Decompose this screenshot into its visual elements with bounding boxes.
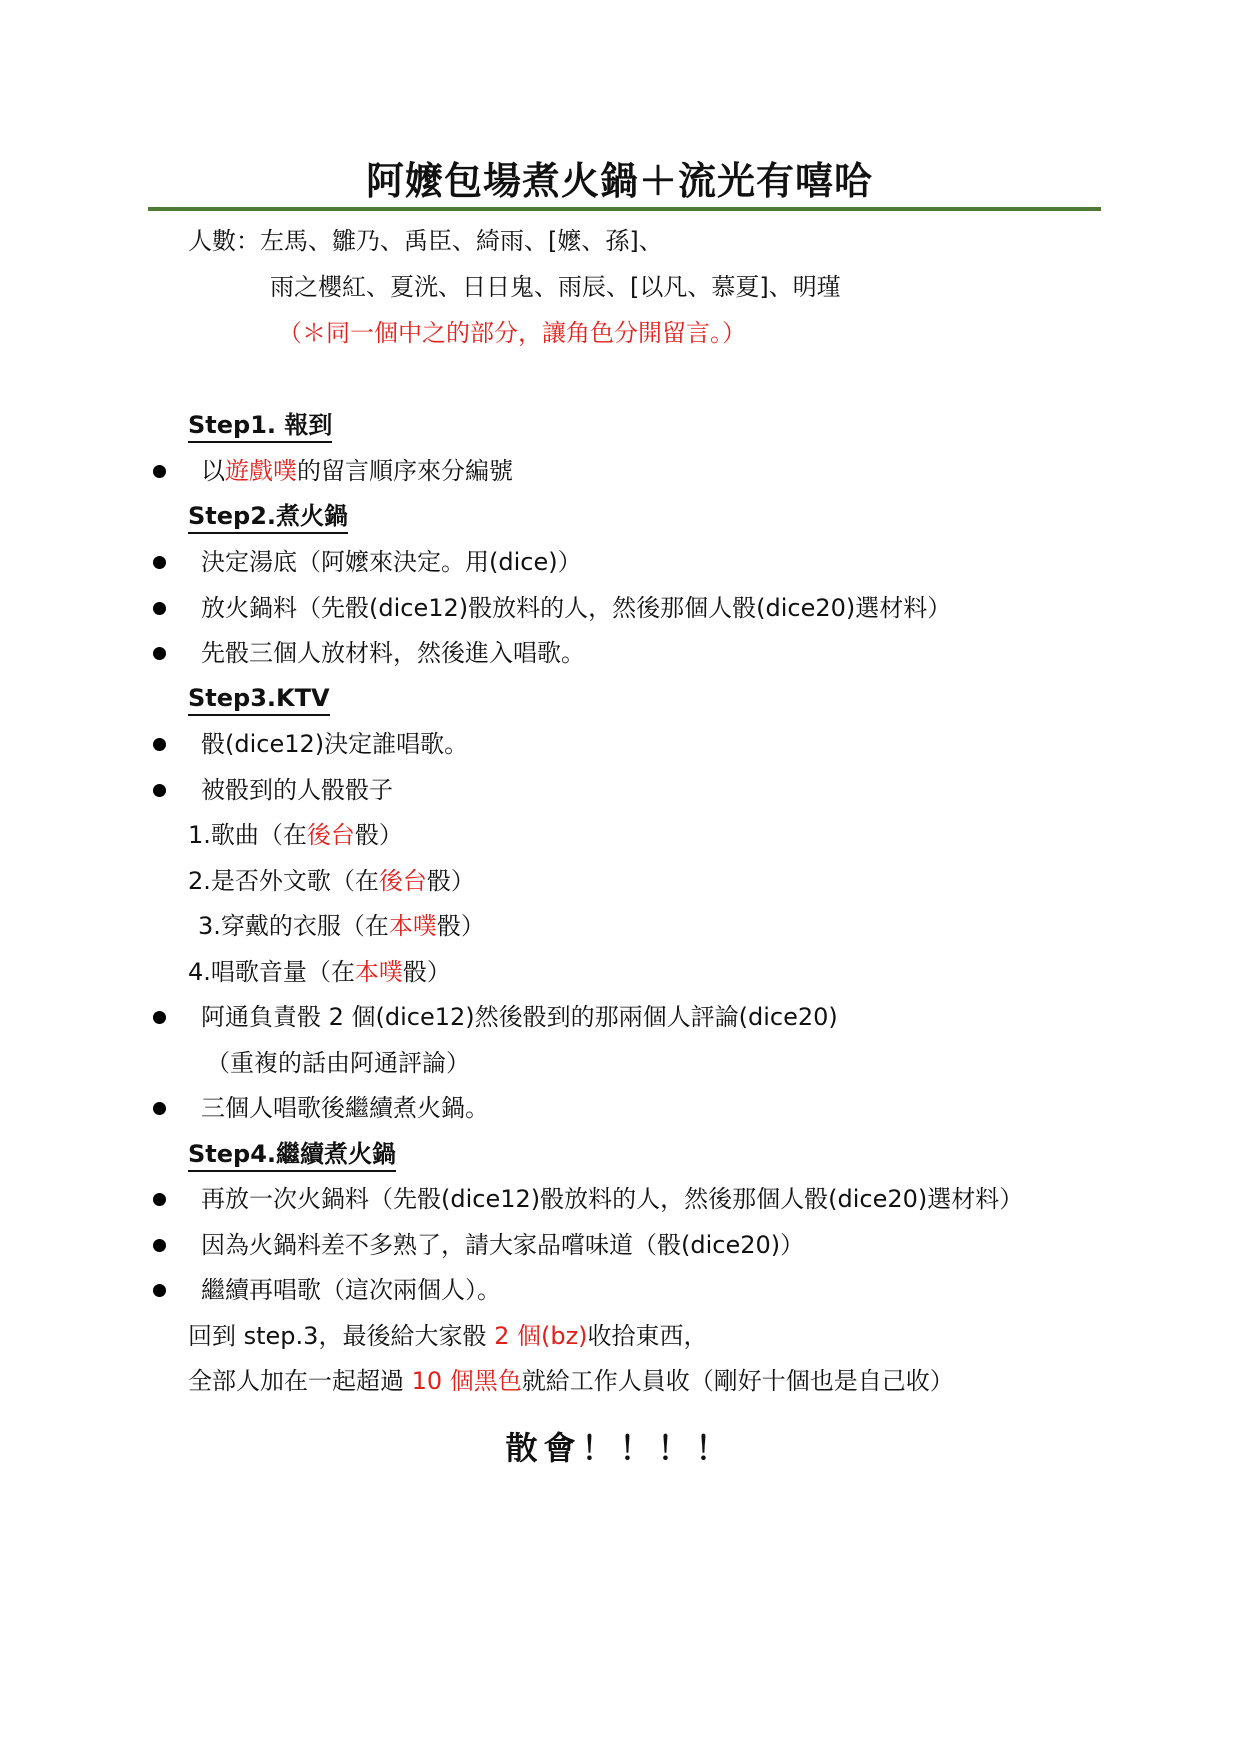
bullet-dot: [153, 556, 166, 569]
bullet-dot: [153, 465, 166, 478]
bullet-dot: [153, 647, 166, 660]
bullet-dot: [153, 784, 166, 797]
step3-item-3: 阿通負責骰 2 個(dice12)然後骰到的那兩個人評論(dice20): [201, 1003, 838, 1031]
step4-item-1: 再放一次火鍋料（先骰(dice12)骰放料的人，然後那個人骰(dice20)選材料）: [201, 1185, 1024, 1213]
step3-sub-2: 2.是否外文歌（在後台骰）: [188, 867, 475, 895]
step3-heading: Step3.KTV: [188, 683, 330, 716]
bullet-dot: [153, 1011, 166, 1024]
step4-heading: Step4.繼續煮火鍋: [188, 1139, 396, 1172]
step3-item-1: 骰(dice12)決定誰唱歌。: [201, 730, 469, 758]
step2-item-2: 放火鍋料（先骰(dice12)骰放料的人，然後那個人骰(dice20)選材料）: [201, 594, 952, 622]
bullet-dot: [153, 1284, 166, 1297]
title-divider: [148, 207, 1101, 211]
step3-item-2: 被骰到的人骰骰子: [201, 776, 393, 804]
step3-item-4: 三個人唱歌後繼續煮火鍋。: [201, 1094, 489, 1122]
bullet-dot: [153, 1193, 166, 1206]
document-title: 阿嬤包場煮火鍋＋流光有嘻哈: [365, 159, 873, 203]
step1-item-1: 以遊戲噗的留言順序來分編號: [201, 457, 513, 485]
participants-note: （＊同一個中之的部分，讓角色分開留言。）: [278, 319, 746, 347]
step3-sub-3: 3.穿戴的衣服（在本噗骰）: [198, 912, 485, 940]
step2-heading: Step2.煮火鍋: [188, 501, 348, 534]
step3-sub-1: 1.歌曲（在後台骰）: [188, 821, 403, 849]
bullet-dot: [153, 738, 166, 751]
step4-note-1: 回到 step.3，最後給大家骰 2 個(bz)收拾東西，: [188, 1322, 708, 1350]
step4-item-2: 因為火鍋料差不多熟了，請大家品嚐味道（骰(dice20)）: [201, 1231, 805, 1259]
bullet-dot: [153, 1102, 166, 1115]
participants-line-1: 人數：左馬、雛乃、禹臣、綺雨、[嬤、孫]、: [188, 227, 663, 255]
step2-item-3: 先骰三個人放材料，然後進入唱歌。: [201, 639, 585, 667]
step4-item-3: 繼續再唱歌（這次兩個人）。: [201, 1276, 501, 1304]
participants-line-2: 雨之櫻紅、夏洸、日日鬼、雨辰、[以凡、慕夏]、明瑾: [270, 273, 841, 301]
bullet-dot: [153, 1239, 166, 1252]
step1-heading: Step1. 報到: [188, 410, 332, 443]
closing-line: 散會！！！！: [505, 1429, 734, 1467]
step3-sub-4: 4.唱歌音量（在本噗骰）: [188, 958, 451, 986]
bullet-dot: [153, 602, 166, 615]
step3-item-3-continued: （重複的話由阿通評論）: [206, 1049, 470, 1077]
step2-item-1: 決定湯底（阿嬤來決定。用(dice)）: [201, 548, 582, 576]
step4-note-2: 全部人加在一起超過 10 個黑色就給工作人員收（剛好十個也是自己收）: [188, 1367, 954, 1395]
